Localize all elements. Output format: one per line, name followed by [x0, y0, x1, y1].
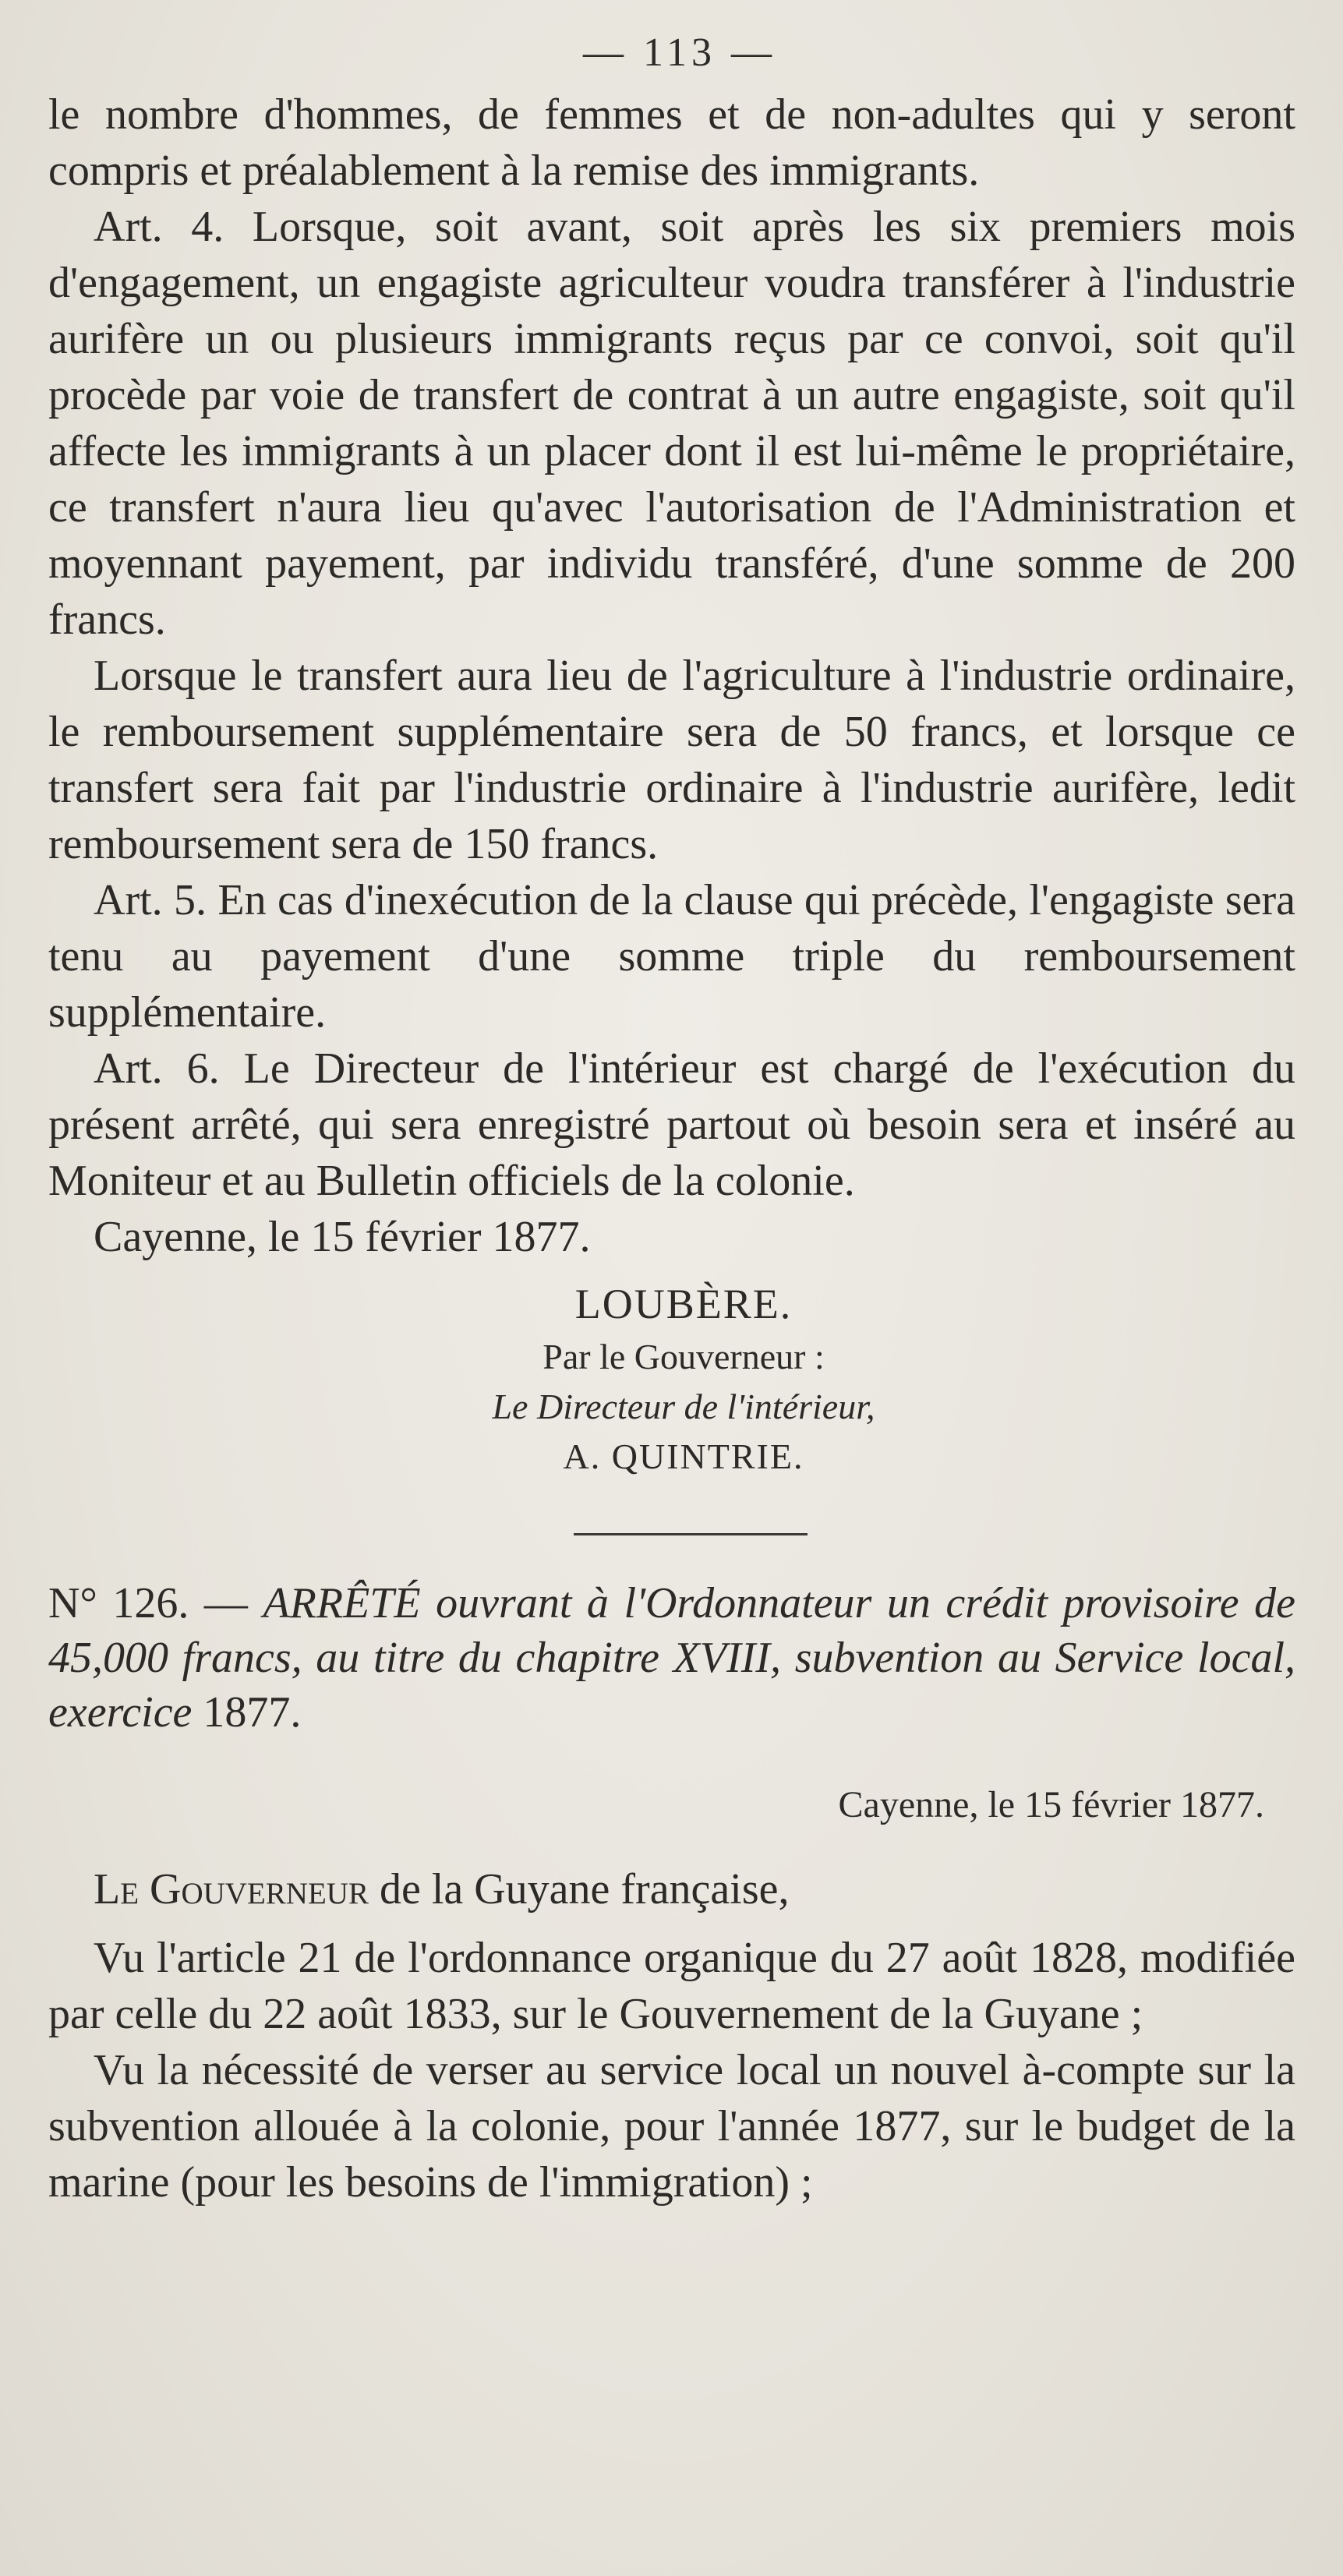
paragraph-article-4: [48, 199, 1295, 648]
article-6-text: Le Directeur de l'intérieur est chargé de l'exécution du présent arrêté, qui sera enregistré partout où besoin sera et inséré au Moniteur et au Bulletin officiels de la colonie.: [48, 1044, 1295, 1205]
governor-title: Le Gouverneur: [94, 1865, 369, 1913]
paragraph-continuation: le nombre d'hommes, de femmes et de non-adultes qui y seront compris et préalablement à la remise des immigrants.: [48, 90, 1295, 195]
signature-block: [48, 1276, 1295, 1482]
article-6-label: Art. 6.: [94, 1044, 220, 1093]
paragraph-article-6: [48, 1041, 1295, 1209]
governor-rest: de la Guyane française,: [379, 1865, 790, 1913]
decree-title-text: ARRÊTÉ ouvrant à l'Ordonnateur un crédit provisoire de 45,000 francs, au titre du chapitre XVIII, subvention au Service local, exercice: [48, 1579, 1296, 1737]
signature-director-name: A. QUINTRIE.: [563, 1436, 804, 1476]
paragraph-transfer-industry: Lorsque le transfert aura lieu de l'agriculture à l'industrie ordinaire, le remboursement supplémentaire sera de 50 francs, et lorsque ce transfert sera fait par l'industrie ordinaire à l'industrie aurifère, ledit remboursement sera de 150 francs.: [48, 652, 1295, 868]
place-date: Cayenne, le 15 février 1877.: [94, 1213, 591, 1261]
decree-year: 1877.: [203, 1688, 302, 1737]
article-4-text: Lorsque, soit avant, soit après les six premiers mois d'engagement, un engagiste agriculteur voudra transférer à l'industrie aurifère un ou plusieurs immigrants reçus par ce convoi, soit qu'il procède par voie de transfert de contrat à un autre engagiste, soit qu'il affecte les immigrants à un placer dont il est lui-même le propriétaire, ce transfert n'aura lieu qu'avec l'autorisation de l'Administration et moyennant payement, par individu transféré, d'une somme de 200 francs.: [48, 203, 1296, 644]
page-number: — 113 —: [582, 30, 777, 75]
decree-heading: [48, 1576, 1295, 1740]
article-4-label: Art. 4.: [94, 203, 224, 251]
article-5-label: Art. 5.: [94, 876, 207, 924]
signature-director-title: Le Directeur de l'intérieur,: [492, 1387, 875, 1426]
signatory-name: LOUBÈRE.: [574, 1281, 793, 1327]
page-content: [48, 30, 1295, 2210]
paragraph-article-5: [48, 872, 1295, 1041]
decree-dateline: Cayenne, le 15 février 1877.: [838, 1784, 1264, 1825]
considerant-1: Vu l'article 21 de l'ordonnance organique du 27 août 1828, modifiée par celle du 22 août 1833, sur le Gouvernement de la Guyane ;: [48, 1934, 1295, 2038]
decree-title: [48, 1576, 1295, 1740]
decree-number: N° 126. —: [48, 1579, 248, 1627]
signature-by-governor: Par le Gouverneur :: [543, 1337, 825, 1376]
article-5-text: En cas d'inexécution de la clause qui précède, l'engagiste sera tenu au payement d'une somme triple du remboursement supplémentaire.: [48, 876, 1295, 1037]
governor-heading: [48, 1861, 1295, 1917]
section-divider: [574, 1533, 808, 1535]
considerant-2: Vu la nécessité de verser au service local un nouvel à-compte sur la subvention allouée à la colonie, pour l'année 1877, sur le budget de la marine (pour les besoins de l'immigration) ;: [48, 2046, 1295, 2207]
